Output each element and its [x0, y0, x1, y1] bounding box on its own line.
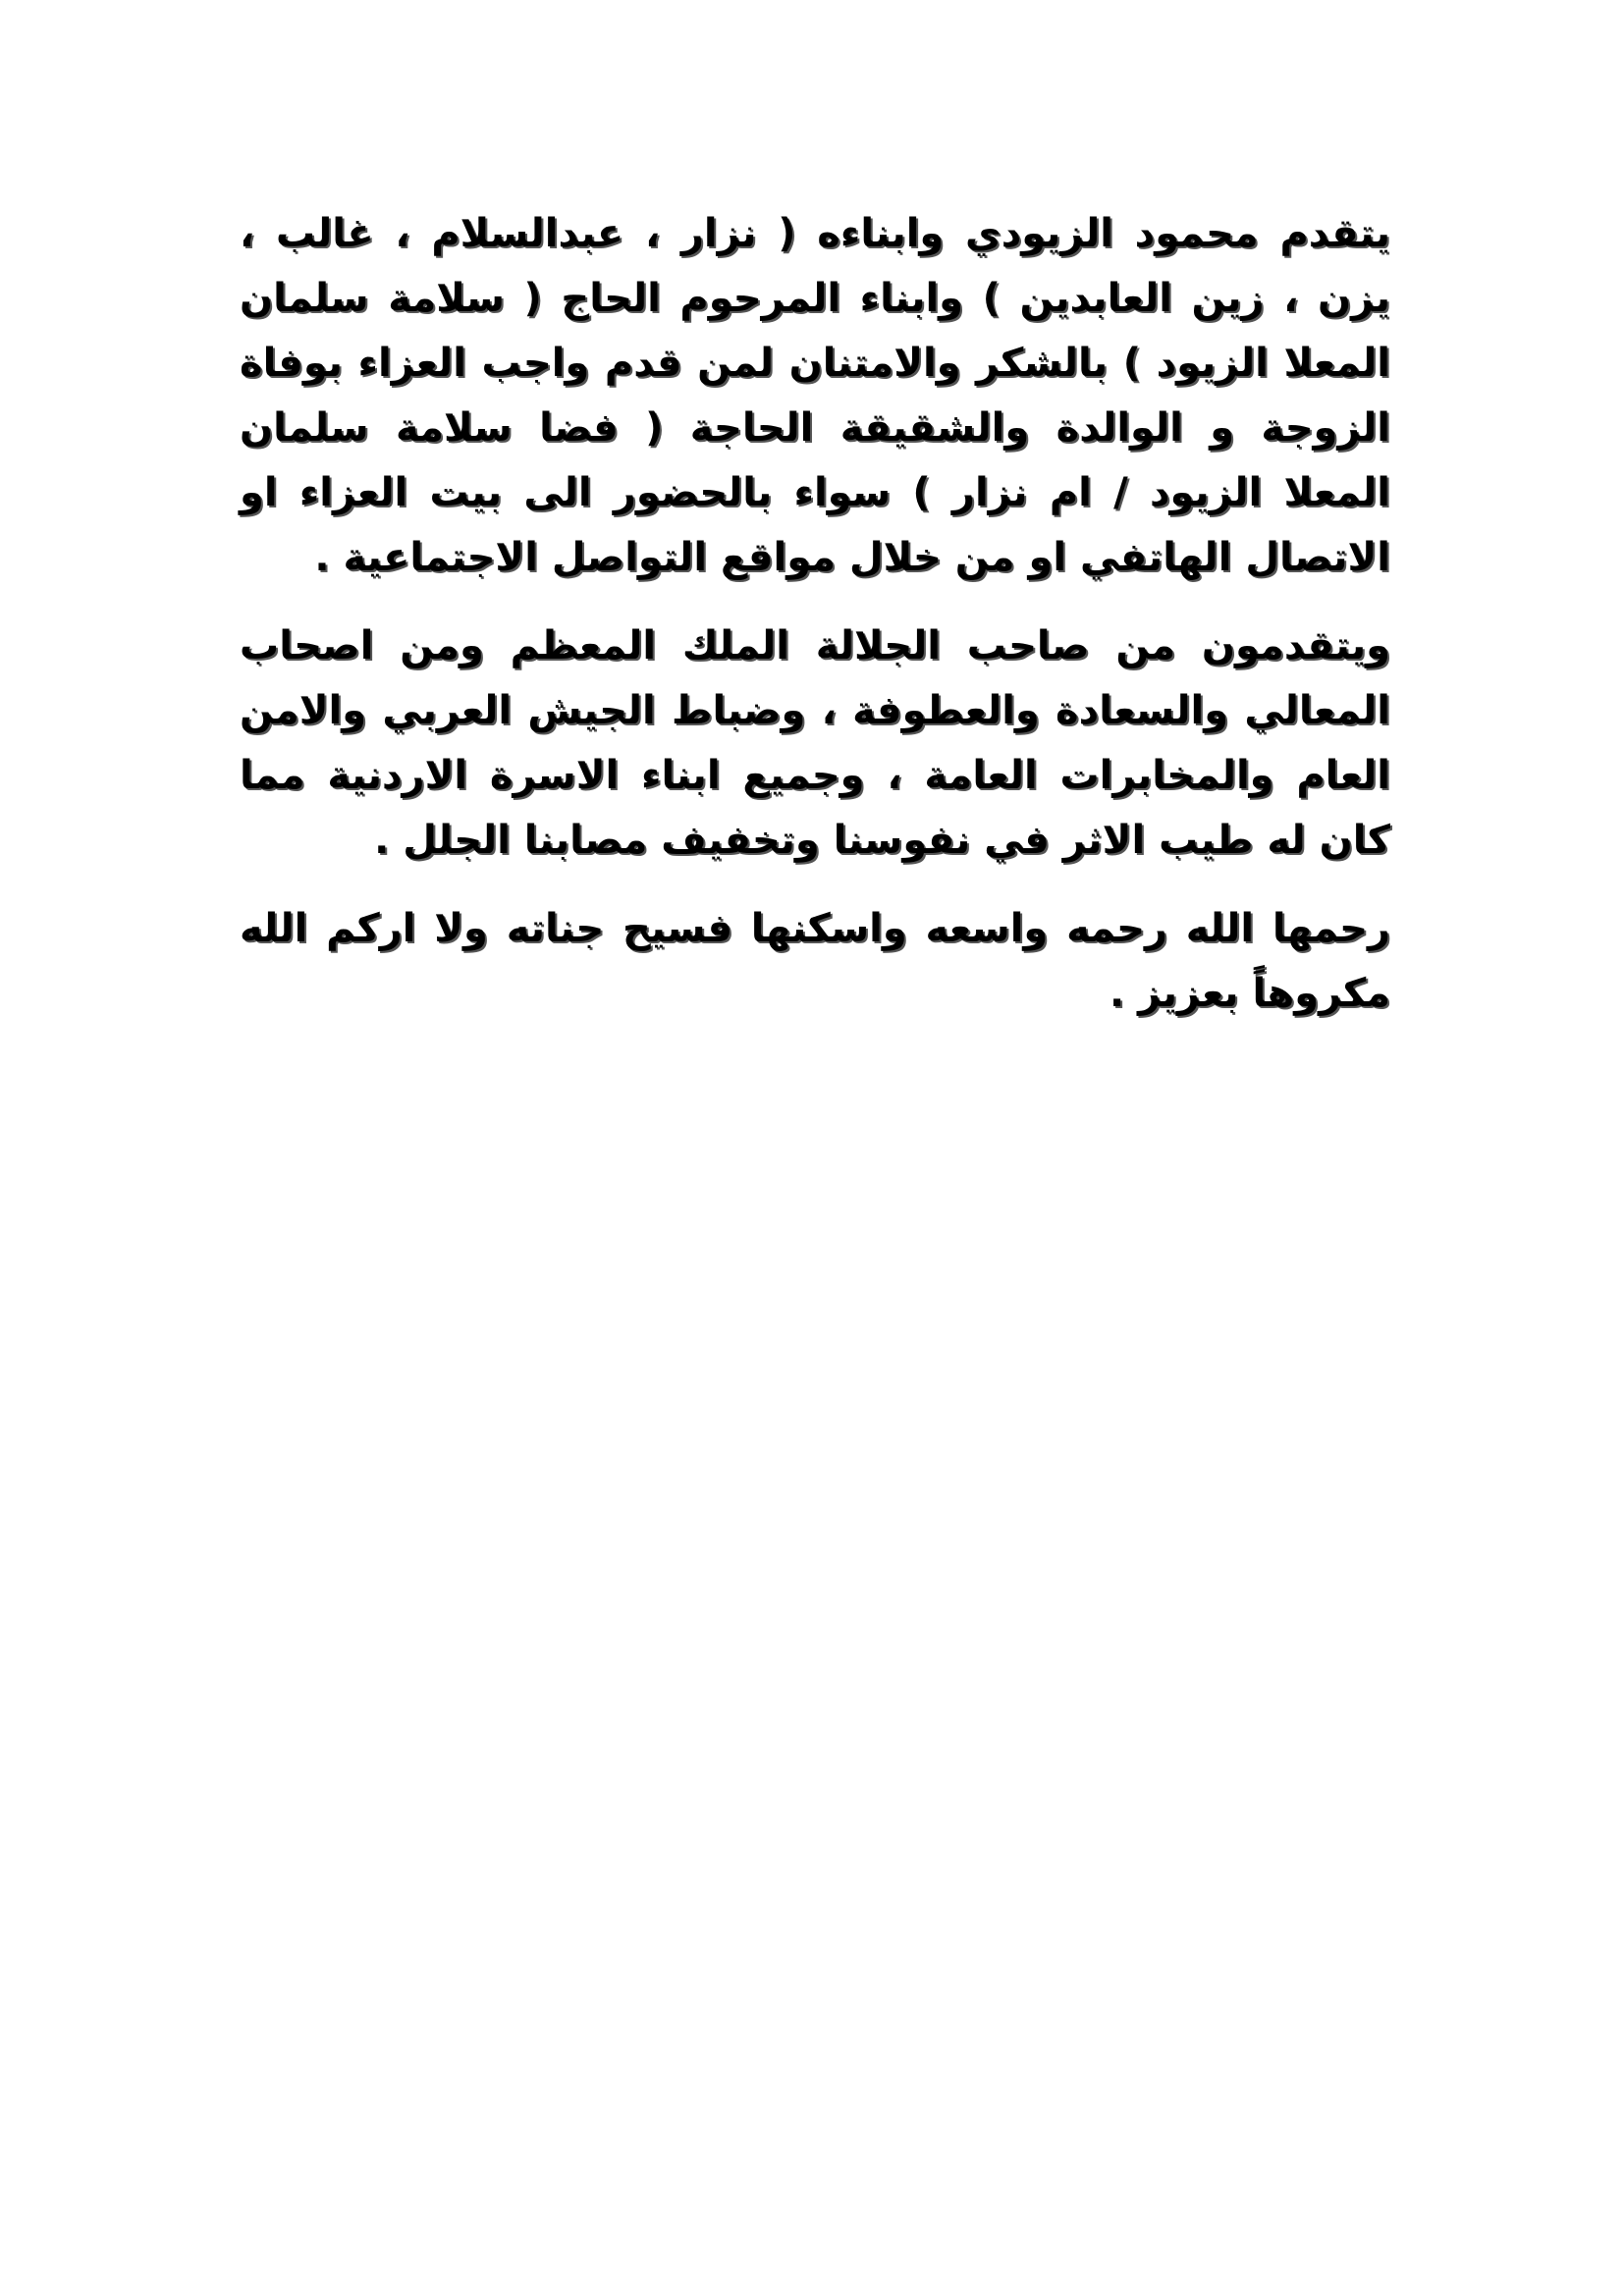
paragraph-thanks — [240, 201, 1390, 590]
text-line: العام والمخابرات العامة ، وجميع ابناء الاسرة الاردنية مما — [240, 753, 1390, 798]
paragraph-acknowledgements — [240, 614, 1390, 873]
text-line: يتقدم محمود الزيودي وابناءه ( نزار ، عبدالسلام ، غالب ، — [240, 211, 1390, 256]
text-line: المعلا الزيود ) بالشكر والامتنان لمن قدم واجب العزاء بوفاة — [240, 341, 1390, 386]
condolence-notice — [240, 201, 1390, 1026]
text-line: الزوجة و الوالدة والشقيقة الحاجة ( فضا سلامة سلمان — [240, 405, 1390, 451]
text-line: ويتقدمون من صاحب الجلالة الملك المعظم ومن اصحاب — [240, 623, 1390, 668]
text-line: رحمها الله رحمه واسعه واسكنها فسيح جناته ولا اركم الله — [240, 906, 1390, 951]
text-line: المعلا الزيود / ام نزار ) سواء بالحضور الى بيت العزاء او — [240, 470, 1390, 515]
text-line: كان له طيب الاثر في نفوسنا وتخفيف مصابنا الجلل . — [374, 818, 1390, 863]
paragraph-prayer — [240, 896, 1390, 1026]
text-line: الاتصال الهاتفي او من خلال مواقع التواصل الاجتماعية . — [314, 535, 1390, 580]
text-line: يزن ، زين العابدين ) وابناء المرحوم الحاج ( سلامة سلمان — [240, 276, 1390, 321]
text-line: مكروهاً بعزيز . — [1110, 971, 1390, 1016]
text-line: المعالي والسعادة والعطوفة ، وضباط الجيش العربي والامن — [240, 688, 1390, 733]
